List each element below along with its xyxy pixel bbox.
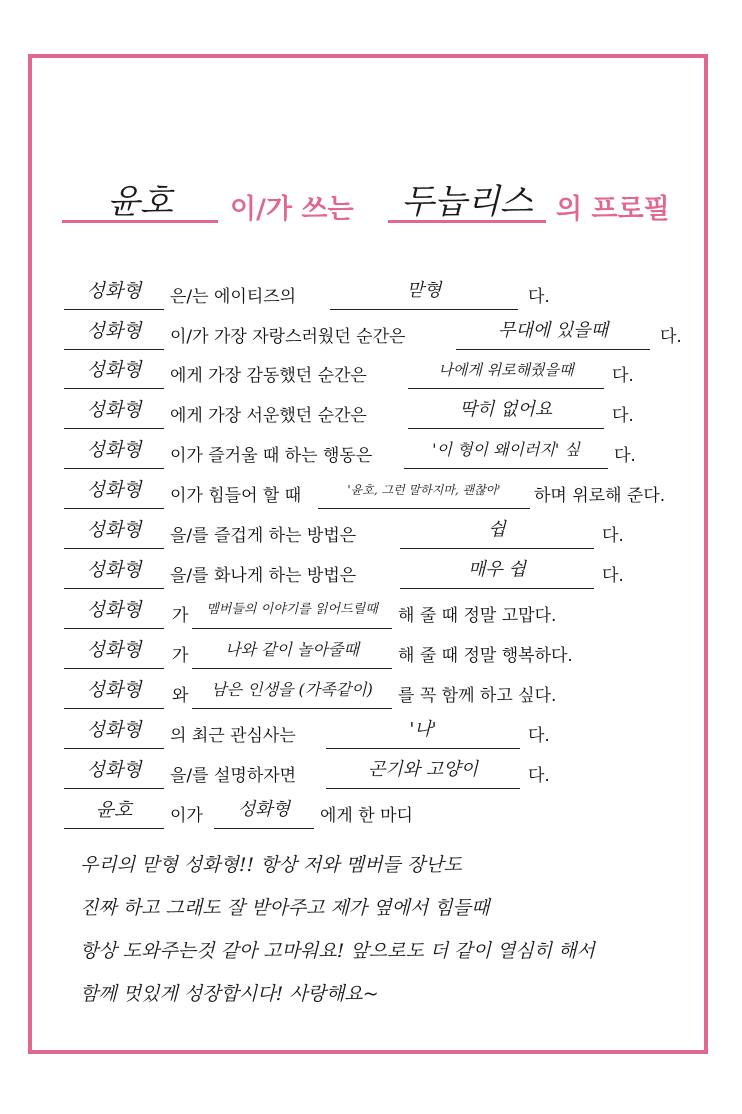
title-writer-blank (62, 180, 218, 223)
member-name-blank (64, 754, 164, 789)
member-name: 성화형 (86, 479, 142, 501)
message-line: 항상 도와주는것 같아 고마워요! 앞으로도 더 같이 열심히 해서 (80, 940, 595, 962)
closing-text-message: 에게 한 마디 (320, 806, 413, 826)
answer-text: 나와 같이 놀아줄때 (225, 640, 359, 659)
answer-text: 남은 인생을 (가족같이) (211, 680, 373, 699)
row-prompt: 에게 가장 감동했던 순간은 (170, 366, 367, 386)
answer-blank (192, 634, 392, 669)
answer-blank (192, 594, 392, 629)
closing-row (0, 797, 742, 833)
message-line: 함께 멋있게 성장합시다! 사랑해요~ (80, 983, 379, 1005)
row-ending: 해 줄 때 정말 행복하다. (398, 646, 573, 666)
row-ending: 다. (614, 446, 636, 466)
row-prompt: 가 (172, 606, 189, 626)
row-prompt: 을/를 즐겁게 하는 방법은 (170, 526, 357, 546)
member-name-blank (64, 554, 164, 589)
answer-blank (326, 754, 520, 789)
row-ending: 다. (612, 366, 634, 386)
answer-text: 나에게 위로해줬을때 (438, 361, 574, 379)
answer-text: 쉽 (488, 519, 506, 540)
answer-text: 맏형 (406, 280, 442, 301)
profile-row (0, 517, 742, 553)
member-name-blank (64, 674, 164, 709)
member-name-blank (64, 354, 164, 389)
title-text-writes: 이/가 쓰는 (230, 194, 354, 225)
member-name: 성화형 (86, 759, 142, 781)
answer-blank (192, 674, 392, 709)
answer-text: 곤기와 고양이 (367, 759, 479, 780)
member-name: 성화형 (86, 359, 142, 381)
answer-blank (330, 275, 518, 310)
answer-text: 딱히 없어요 (459, 399, 553, 420)
recipient-name: 성화형 (237, 799, 291, 820)
answer-text: '나' (409, 719, 437, 740)
answer-text: 무대에 있을때 (497, 320, 609, 341)
answer-blank (318, 474, 530, 509)
closing-text-writes: 이가 (170, 806, 203, 826)
row-prompt: 은/는 에이티즈의 (170, 287, 297, 307)
title-writer-name: 윤호 (107, 182, 173, 222)
row-prompt: 을/를 화나게 하는 방법은 (170, 566, 357, 586)
member-name-blank (64, 315, 164, 350)
row-ending: 를 꼭 함께 하고 싶다. (398, 686, 557, 706)
profile-row (0, 637, 742, 673)
member-name-blank (64, 275, 164, 310)
row-ending: 다. (528, 766, 550, 786)
row-ending: 하며 위로해 준다. (534, 486, 666, 506)
row-prompt: 와 (172, 686, 189, 706)
member-name-blank (64, 394, 164, 429)
answer-text: '윤호, 그런 말하지마, 괜찮아' (347, 483, 501, 497)
title-text-profile: 의 프로필 (556, 194, 670, 225)
member-name-blank (64, 514, 164, 549)
member-name: 성화형 (86, 399, 142, 421)
row-ending: 다. (612, 406, 634, 426)
row-prompt: 이가 즐거울 때 하는 행동은 (170, 446, 373, 466)
profile-row (0, 397, 742, 433)
row-ending: 다. (602, 566, 624, 586)
writer-name-blank (64, 794, 164, 829)
title-subject-name: 두늡리스 (401, 182, 533, 222)
member-name: 성화형 (86, 719, 142, 741)
recipient-name-blank (214, 794, 314, 829)
member-name: 성화형 (86, 599, 142, 621)
row-prompt: 이/가 가장 자랑스러웠던 순간은 (170, 327, 406, 347)
title-subject-blank (388, 180, 546, 223)
answer-text: 멤버들의 이야기를 읽어드릴때 (206, 602, 378, 617)
member-name-blank (64, 434, 164, 469)
profile-row (0, 597, 742, 633)
member-name: 성화형 (86, 320, 142, 342)
member-name: 성화형 (86, 639, 142, 661)
row-ending: 다. (660, 327, 682, 347)
message-line: 우리의 맏형 성화형!! 항상 저와 멤버들 장난도 (80, 854, 462, 876)
member-name: 성화형 (86, 280, 142, 302)
member-name: 성화형 (86, 679, 142, 701)
row-ending: 해 줄 때 정말 고맙다. (398, 606, 557, 626)
profile-row (0, 437, 742, 473)
message-line: 진짜 하고 그래도 잘 받아주고 제가 옆에서 힘들때 (80, 897, 490, 919)
member-name-blank (64, 474, 164, 509)
answer-blank (408, 394, 604, 429)
answer-blank (326, 714, 520, 749)
row-prompt: 이가 힘들어 할 때 (170, 486, 302, 506)
profile-row (0, 278, 742, 314)
member-name: 성화형 (86, 559, 142, 581)
row-prompt: 을/를 설명하자면 (170, 766, 297, 786)
profile-row (0, 477, 742, 513)
row-ending: 다. (528, 726, 550, 746)
member-name-blank (64, 714, 164, 749)
profile-row (0, 677, 742, 713)
member-name: 성화형 (86, 439, 142, 461)
row-ending: 다. (602, 526, 624, 546)
answer-blank (408, 354, 604, 389)
answer-text: 매우 쉽 (468, 559, 526, 580)
profile-title (0, 0, 742, 240)
profile-row (0, 757, 742, 793)
answer-blank (404, 434, 608, 469)
handwritten-message (80, 846, 680, 1018)
profile-row (0, 717, 742, 753)
row-ending: 다. (528, 287, 550, 307)
row-prompt: 의 최근 관심사는 (170, 726, 296, 746)
row-prompt: 에게 가장 서운했던 순간은 (170, 406, 367, 426)
member-name-blank (64, 634, 164, 669)
row-prompt: 가 (172, 646, 189, 666)
writer-name: 윤호 (95, 799, 133, 821)
profile-row (0, 357, 742, 393)
member-name-blank (64, 594, 164, 629)
profile-row (0, 318, 742, 354)
member-name: 성화형 (86, 519, 142, 541)
answer-blank (456, 315, 650, 350)
answer-text: '이 형이 왜이러지' 싶 (432, 440, 580, 459)
profile-row (0, 557, 742, 593)
answer-blank (400, 554, 594, 589)
answer-blank (400, 514, 594, 549)
